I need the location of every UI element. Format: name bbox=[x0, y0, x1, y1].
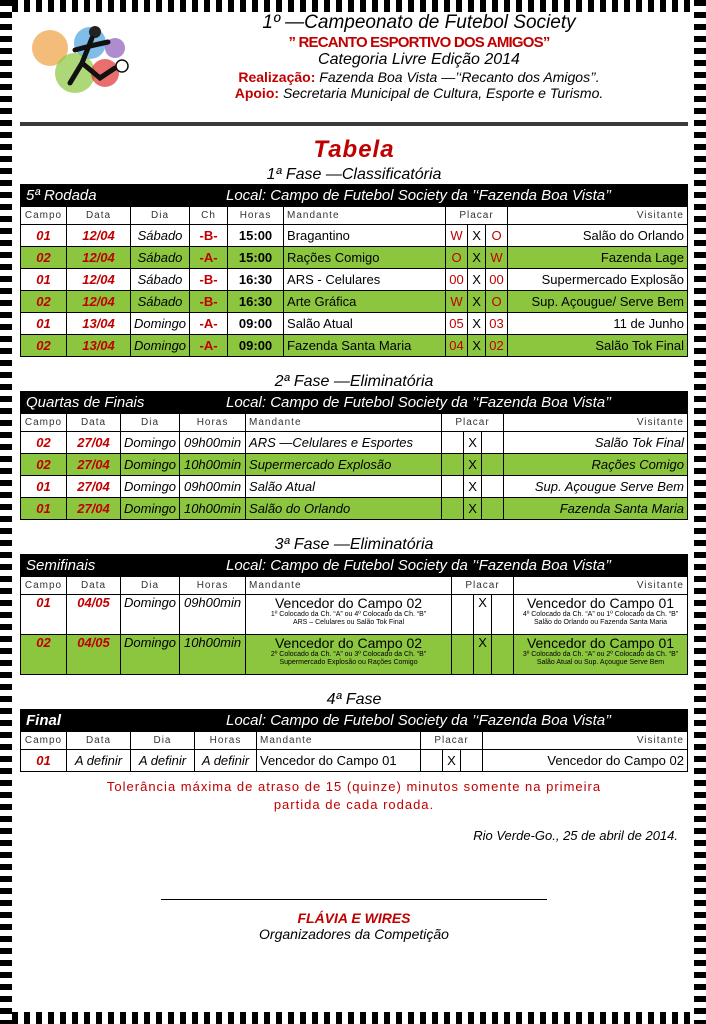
table-row bbox=[21, 313, 688, 335]
score-away: 03 bbox=[486, 313, 508, 335]
score-away bbox=[492, 595, 514, 635]
phase4-bar bbox=[20, 709, 688, 731]
data-cell: 12/04 bbox=[67, 269, 131, 291]
score-x: X bbox=[468, 247, 486, 269]
score-home: W bbox=[446, 291, 468, 313]
table-row bbox=[21, 476, 688, 498]
score-home: 00 bbox=[446, 269, 468, 291]
dia-cell: Sábado bbox=[131, 269, 190, 291]
data-cell: 27/04 bbox=[67, 454, 121, 476]
hora-cell: 09:00 bbox=[228, 313, 284, 335]
document bbox=[20, 10, 688, 942]
score-home: 05 bbox=[446, 313, 468, 335]
hora-cell: 10h00min bbox=[180, 635, 246, 675]
score-x: X bbox=[468, 313, 486, 335]
header-cell: Placar bbox=[452, 577, 514, 595]
score-home bbox=[442, 454, 464, 476]
campo-cell: 01 bbox=[21, 269, 67, 291]
visitante-cell: Supermercado Explosão bbox=[508, 269, 688, 291]
score-x: X bbox=[443, 750, 461, 772]
mandante-cell: Fazenda Santa Maria bbox=[284, 335, 446, 357]
score-x: X bbox=[474, 635, 492, 675]
apoio-text: Secretaria Municipal de Cultura, Esporte e Turismo. bbox=[282, 85, 604, 101]
visitante-sub: Salão Atual ou Sup. Açougue Serve Bem bbox=[536, 659, 665, 666]
header-cell: Data bbox=[67, 414, 121, 432]
data-cell: 13/04 bbox=[67, 313, 131, 335]
data-cell: 04/05 bbox=[67, 595, 121, 635]
signature-line bbox=[161, 899, 547, 900]
header-cell: Dia bbox=[131, 207, 190, 225]
decorative-border-right bbox=[694, 0, 706, 1024]
table-row bbox=[21, 454, 688, 476]
header-cell: Horas bbox=[180, 577, 246, 595]
mandante-cell bbox=[246, 635, 452, 675]
score-away: W bbox=[486, 247, 508, 269]
dia-cell: Domingo bbox=[121, 635, 180, 675]
phase3-table bbox=[20, 576, 688, 675]
score-away bbox=[482, 498, 504, 520]
phase3-round: Semifinais bbox=[26, 556, 96, 574]
chave-cell: -A- bbox=[190, 313, 228, 335]
hora-cell: 09h00min bbox=[180, 476, 246, 498]
score-home bbox=[452, 635, 474, 675]
visitante-cell: Rações Comigo bbox=[504, 454, 688, 476]
dia-cell: Domingo bbox=[121, 595, 180, 635]
visitante-cell: Salão do Orlando bbox=[508, 225, 688, 247]
campo-cell: 01 bbox=[21, 476, 67, 498]
recanto-name: ” RECANTO ESPORTIVO DOS AMIGOS” bbox=[288, 34, 550, 51]
hora-cell: 16:30 bbox=[228, 291, 284, 313]
table-row bbox=[21, 595, 688, 635]
campo-cell: 01 bbox=[21, 498, 67, 520]
mandante-sub: 2º Colocado da Ch. “A” ou 3º Colocado da Ch. “B” bbox=[270, 651, 427, 658]
score-away bbox=[482, 476, 504, 498]
tolerance-note bbox=[20, 778, 688, 814]
visitante-cell: Fazenda Santa Maria bbox=[504, 498, 688, 520]
visitante-cell: Fazenda Lage bbox=[508, 247, 688, 269]
header-cell: Data bbox=[67, 207, 131, 225]
data-cell: 27/04 bbox=[67, 476, 121, 498]
score-x: X bbox=[474, 595, 492, 635]
realizacao-label: Realização: bbox=[238, 69, 316, 85]
dia-cell: Domingo bbox=[121, 454, 180, 476]
phase2-title: 2ª Fase —Eliminatória bbox=[274, 373, 434, 390]
data-cell: 12/04 bbox=[67, 291, 131, 313]
header-cell: Data bbox=[67, 732, 131, 750]
score-x: X bbox=[464, 476, 482, 498]
realizacao-text: Fazenda Boa Vista —’‘Recanto dos Amigos’’. bbox=[319, 69, 600, 85]
data-cell: A definir bbox=[67, 750, 131, 772]
header-cell: Mandante bbox=[284, 207, 446, 225]
header-cell: Visitante bbox=[483, 732, 688, 750]
score-x: X bbox=[464, 432, 482, 454]
mandante-name: Vencedor do Campo 02 bbox=[274, 635, 423, 651]
table-row bbox=[21, 247, 688, 269]
mandante-sub: Supermercado Explosão ou Rações Comigo bbox=[279, 659, 418, 666]
visitante-cell: 11 de Junho bbox=[508, 313, 688, 335]
data-cell: 12/04 bbox=[67, 247, 131, 269]
mandante-cell: Arte Gráfica bbox=[284, 291, 446, 313]
apoio-line bbox=[150, 85, 688, 101]
header-cell: Mandante bbox=[246, 577, 452, 595]
table-header-row bbox=[21, 732, 688, 750]
phase3-title: 3ª Fase —Eliminatória bbox=[274, 536, 434, 553]
dia-cell: Domingo bbox=[131, 335, 190, 357]
page-title: Tabela bbox=[313, 136, 395, 163]
header-cell: Visitante bbox=[508, 207, 688, 225]
phase1-location: Local: Campo de Futebol Society da ’‘Fazenda Boa Vista’’ bbox=[226, 186, 612, 204]
header-cell: Dia bbox=[121, 577, 180, 595]
dia-cell: A definir bbox=[131, 750, 195, 772]
phase4-table bbox=[20, 731, 688, 772]
table-row bbox=[21, 291, 688, 313]
realizacao-line bbox=[150, 69, 688, 85]
hora-cell: 16:30 bbox=[228, 269, 284, 291]
visitante-cell: Sup. Açougue Serve Bem bbox=[504, 476, 688, 498]
mandante-cell: Salão Atual bbox=[284, 313, 446, 335]
data-cell: 27/04 bbox=[67, 498, 121, 520]
header-cell: Horas bbox=[228, 207, 284, 225]
mandante-cell bbox=[246, 595, 452, 635]
score-away bbox=[482, 454, 504, 476]
header bbox=[20, 10, 688, 122]
header-cell: Data bbox=[67, 577, 121, 595]
campo-cell: 01 bbox=[21, 225, 67, 247]
campo-cell: 01 bbox=[21, 750, 67, 772]
score-away: O bbox=[486, 291, 508, 313]
mandante-name: Vencedor do Campo 02 bbox=[274, 595, 423, 611]
score-away: 00 bbox=[486, 269, 508, 291]
header-cell: Horas bbox=[180, 414, 246, 432]
campo-cell: 02 bbox=[21, 335, 67, 357]
table-row bbox=[21, 750, 688, 772]
chave-cell: -B- bbox=[190, 269, 228, 291]
mandante-cell: Salão do Orlando bbox=[246, 498, 442, 520]
chave-cell: -A- bbox=[190, 247, 228, 269]
campo-cell: 02 bbox=[21, 291, 67, 313]
score-home bbox=[442, 498, 464, 520]
score-home bbox=[452, 595, 474, 635]
table-row bbox=[21, 335, 688, 357]
hora-cell: 15:00 bbox=[228, 225, 284, 247]
score-home: 04 bbox=[446, 335, 468, 357]
table-header-row bbox=[21, 414, 688, 432]
phase2-table bbox=[20, 413, 688, 520]
phase4-title: 4ª Fase bbox=[326, 691, 382, 708]
dia-cell: Sábado bbox=[131, 225, 190, 247]
chave-cell: -B- bbox=[190, 291, 228, 313]
visitante-name: Vencedor do Campo 01 bbox=[526, 635, 675, 651]
header-cell: Placar bbox=[446, 207, 508, 225]
mandante-cell: Bragantino bbox=[284, 225, 446, 247]
visitante-name: Vencedor do Campo 01 bbox=[526, 595, 675, 611]
score-away: 02 bbox=[486, 335, 508, 357]
score-away: O bbox=[486, 225, 508, 247]
dia-cell: Domingo bbox=[121, 432, 180, 454]
championship-title: 1º —Campeonato de Futebol Society bbox=[262, 12, 576, 33]
visitante-sub: 4º Colocado da Ch. “A” ou 1º Colocado da Ch. “B” bbox=[522, 611, 679, 618]
score-home: O bbox=[446, 247, 468, 269]
phase3-bar bbox=[20, 554, 688, 576]
visitante-cell: Vencedor do Campo 02 bbox=[483, 750, 688, 772]
organizers-name: FLÁVIA E WIRES bbox=[297, 910, 411, 926]
campo-cell: 02 bbox=[21, 635, 67, 675]
phase1-title: 1ª Fase —Classificatória bbox=[266, 166, 442, 183]
category-edition: Categoria Livre Edição 2014 bbox=[318, 51, 520, 68]
data-cell: 13/04 bbox=[67, 335, 131, 357]
score-x: X bbox=[464, 498, 482, 520]
score-home: W bbox=[446, 225, 468, 247]
visitante-sub: Salão do Orlando ou Fazenda Santa Maria bbox=[533, 619, 668, 626]
phase2-bar bbox=[20, 391, 688, 413]
mandante-cell: ARS —Celulares e Esportes bbox=[246, 432, 442, 454]
hora-cell: 15:00 bbox=[228, 247, 284, 269]
score-away bbox=[461, 750, 483, 772]
mandante-cell: Supermercado Explosão bbox=[246, 454, 442, 476]
mandante-sub: 1º Colocado da Ch. “A” ou 4º Colocado da Ch. “B” bbox=[270, 611, 427, 618]
phase2-location: Local: Campo de Futebol Society da ’‘Fazenda Boa Vista’’ bbox=[226, 393, 612, 411]
score-away bbox=[492, 635, 514, 675]
table-row bbox=[21, 269, 688, 291]
score-x: X bbox=[468, 291, 486, 313]
visitante-cell: Salão Tok Final bbox=[508, 335, 688, 357]
tolerance-note-line: partida de cada rodada. bbox=[273, 797, 435, 812]
table-row bbox=[21, 498, 688, 520]
dia-cell: Domingo bbox=[121, 498, 180, 520]
score-home bbox=[442, 432, 464, 454]
dia-cell: Sábado bbox=[131, 247, 190, 269]
chave-cell: -B- bbox=[190, 225, 228, 247]
dia-cell: Domingo bbox=[131, 313, 190, 335]
organizers-role: Organizadores da Competição bbox=[259, 926, 449, 942]
data-cell: 04/05 bbox=[67, 635, 121, 675]
tolerance-note-line: Tolerância máxima de atraso de 15 (quinze) minutos somente na primeira bbox=[106, 779, 602, 794]
hora-cell: 10h00min bbox=[180, 498, 246, 520]
data-cell: 12/04 bbox=[67, 225, 131, 247]
soccer-player-logo bbox=[20, 18, 140, 108]
mandante-cell: Salão Atual bbox=[246, 476, 442, 498]
visitante-cell: Sup. Açougue/ Serve Bem bbox=[508, 291, 688, 313]
mandante-cell: ARS - Celulares bbox=[284, 269, 446, 291]
header-cell: Placar bbox=[442, 414, 504, 432]
data-cell: 27/04 bbox=[67, 432, 121, 454]
visitante-cell: Salão Tok Final bbox=[504, 432, 688, 454]
decorative-border-left bbox=[0, 0, 12, 1024]
table-row bbox=[21, 635, 688, 675]
campo-cell: 02 bbox=[21, 432, 67, 454]
header-cell: Visitante bbox=[504, 414, 688, 432]
campo-cell: 01 bbox=[21, 313, 67, 335]
phase3-location: Local: Campo de Futebol Society da ’‘Fazenda Boa Vista’’ bbox=[226, 556, 612, 574]
phase1-bar bbox=[20, 184, 688, 206]
header-cell: Campo bbox=[21, 414, 67, 432]
visitante-sub: 3º Colocado da Ch. “A” ou 2º Colocado da Ch. “B” bbox=[522, 651, 679, 658]
table-header-row bbox=[21, 207, 688, 225]
header-cell: Visitante bbox=[514, 577, 688, 595]
header-cell: Campo bbox=[21, 577, 67, 595]
header-cell: Dia bbox=[121, 414, 180, 432]
score-home bbox=[442, 476, 464, 498]
header-divider bbox=[20, 122, 688, 126]
score-x: X bbox=[468, 225, 486, 247]
score-x: X bbox=[468, 335, 486, 357]
table-header-row bbox=[21, 577, 688, 595]
place-date: Rio Verde-Go., 25 de abril de 2014. bbox=[473, 828, 678, 843]
hora-cell: A definir bbox=[195, 750, 257, 772]
chave-cell: -A- bbox=[190, 335, 228, 357]
table-row bbox=[21, 432, 688, 454]
campo-cell: 01 bbox=[21, 595, 67, 635]
visitante-cell bbox=[514, 635, 688, 675]
decorative-border-bottom bbox=[0, 1012, 706, 1024]
header-cell: Placar bbox=[421, 732, 483, 750]
score-home bbox=[421, 750, 443, 772]
phase4-location: Local: Campo de Futebol Society da ’‘Fazenda Boa Vista’’ bbox=[226, 711, 612, 729]
phase1-round: 5ª Rodada bbox=[26, 186, 97, 204]
mandante-sub: ARS – Celulares ou Salão Tok Final bbox=[292, 619, 405, 626]
apoio-label: Apoio: bbox=[234, 85, 280, 101]
score-x: X bbox=[468, 269, 486, 291]
mandante-cell: Rações Comigo bbox=[284, 247, 446, 269]
phase1-table bbox=[20, 206, 688, 357]
header-cell: Ch bbox=[190, 207, 228, 225]
hora-cell: 09h00min bbox=[180, 432, 246, 454]
campo-cell: 02 bbox=[21, 247, 67, 269]
header-cell: Mandante bbox=[246, 414, 442, 432]
score-x: X bbox=[464, 454, 482, 476]
hora-cell: 09:00 bbox=[228, 335, 284, 357]
mandante-cell: Vencedor do Campo 01 bbox=[257, 750, 421, 772]
dia-cell: Domingo bbox=[121, 476, 180, 498]
header-cell: Campo bbox=[21, 207, 67, 225]
score-away bbox=[482, 432, 504, 454]
table-row bbox=[21, 225, 688, 247]
phase2-round: Quartas de Finais bbox=[26, 393, 145, 411]
hora-cell: 10h00min bbox=[180, 454, 246, 476]
phase4-round: Final bbox=[26, 711, 62, 729]
header-cell: Mandante bbox=[257, 732, 421, 750]
visitante-cell bbox=[514, 595, 688, 635]
header-cell: Dia bbox=[131, 732, 195, 750]
dia-cell: Sábado bbox=[131, 291, 190, 313]
header-cell: Horas bbox=[195, 732, 257, 750]
campo-cell: 02 bbox=[21, 454, 67, 476]
hora-cell: 09h00min bbox=[180, 595, 246, 635]
header-cell: Campo bbox=[21, 732, 67, 750]
